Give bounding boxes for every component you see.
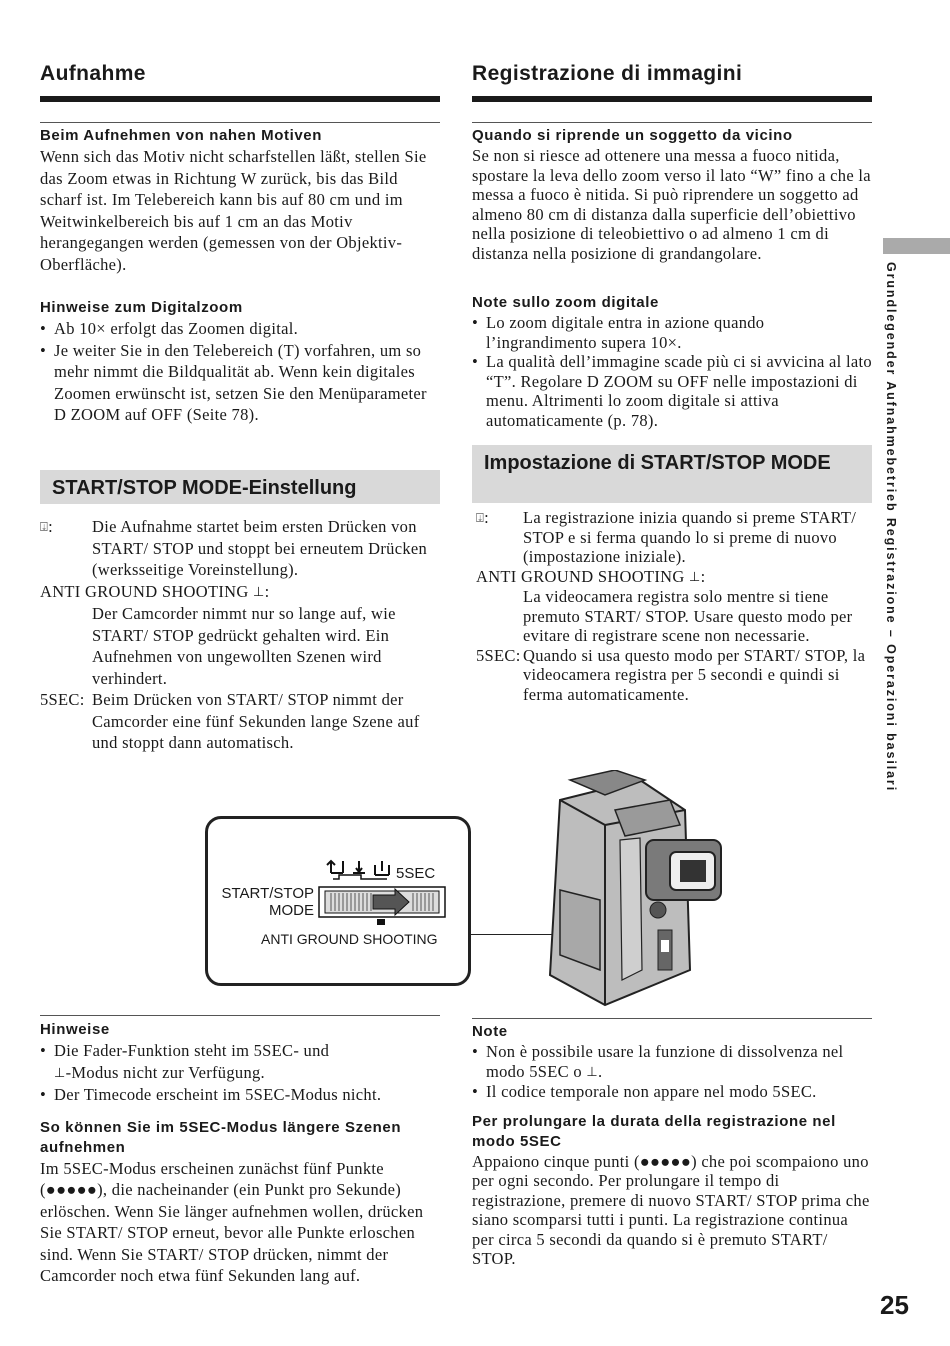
standby-mode-icon: ⍗ xyxy=(476,511,485,526)
list-item: • La qualità dell’immagine scade più ci si avvicina al lato “T”. Regolare D ZOOM su OFF nelle impostazioni di menu. Altrimenti lo zoom digitale si attiva automaticamente (p. 78). xyxy=(472,352,872,430)
notes-section xyxy=(472,1022,872,1269)
camcorder-illustration xyxy=(520,770,735,1010)
title-rule xyxy=(472,96,872,102)
standby-mode-icon: ⍗ xyxy=(40,520,49,535)
notes-section xyxy=(40,1020,440,1287)
divider xyxy=(472,122,872,123)
label-anti-ground: ANTI GROUND SHOOTING xyxy=(261,931,438,947)
list-item: • Der Timecode erscheint im 5SEC-Modus nicht. xyxy=(40,1085,382,1104)
anti-ground-shooting-icon: ⊥ xyxy=(253,584,265,600)
divider xyxy=(40,1015,440,1016)
anti-ground-shooting-icon: ⊥ xyxy=(54,1065,66,1081)
switch-label: START/STOP MODE xyxy=(221,885,314,919)
title-rule xyxy=(40,96,440,102)
closeup-text: Wenn sich das Motiv nicht scharfstellen läßt, stellen Sie das Zoom etwas in Richtung W zurück, bis das Bild scharf ist. Im Telebereich kann bis auf 80 cm und im Weitwinkelbereich bis auf 1 cm an das Motiv herangegangen werden (gemessen von der Objektiv-Oberfläche). xyxy=(40,147,427,274)
divider xyxy=(472,1018,872,1019)
extend-heading: So können Sie im 5SEC-Modus längere Szenen aufnehmen xyxy=(40,1118,402,1156)
anti-ground-shooting-icon: ⊥ xyxy=(689,569,701,585)
section-title: Registrazione di immagini xyxy=(472,62,743,85)
digitalzoom-heading: Hinweise zum Digitalzoom xyxy=(40,299,243,316)
digitalzoom-heading: Note sullo zoom digitale xyxy=(472,294,659,311)
notes-heading: Note xyxy=(472,1023,508,1040)
dots: ●●●●● xyxy=(45,1180,98,1199)
mode-list: ⍗: Die Aufnahme startet beim ersten Drücken von START/ STOP und stoppt bei erneutem Drücken (werksseitige Voreinstellung). ANTI GROUND SHOOTING ⊥: Der Camcorder nimmt nur so lange auf, wie START/ STOP gedrückt gehalten wird. Ein Aufnehmen von ungewollten Szenen wird verhindert. 5SEC: Beim Drücken von START/ STOP nimmt der Camcorder eine fünf Sekunden lange Szene auf und stoppt dann automatisch. xyxy=(40,516,440,754)
closeup-text: Se non si riesce ad ottenere una messa a fuoco nitida, spostare la leva dello zoom verso il lato “W” fino a che la messa a fuoco è nitida. Si può riprendere un soggetto ad almeno 80 cm di distanza dalla superficie dell’obiettivo nella posizione di teleobiettivo o ad almeno 1 cm di distanza nella posizione di grandangolare. xyxy=(472,146,871,263)
extend-text: Im 5SEC-Modus erscheinen zunächst fünf Punkte (●●●●●), die nacheinander (ein Punkt pro Sekunde) erlöschen. Wenn Sie länger aufnehmen wollen, drücken Sie START/ STOP erneut, bevor alle Punkte erloschen sind. Wenn Sie START/ STOP drücken, nimmt der Camcorder noch etwa fünf Sekunden lang auf. xyxy=(40,1158,424,1285)
closeup-section xyxy=(472,126,872,263)
mode-5sec: 5SEC: Beim Drücken von START/ STOP nimmt der Camcorder eine fünf Sekunden lange Szene auf und stoppt dann automatisch. xyxy=(40,690,420,752)
list-item: • Lo zoom digitale entra in azione quando l’ingrandimento supera 10×. xyxy=(472,313,765,352)
extend-heading: Per prolungare la durata della registrazione nel modo 5SEC xyxy=(472,1112,836,1150)
mode-standby: ⍗: La registrazione inizia quando si preme START/ STOP e si ferma quando lo si preme di nuovo (impostazione iniziale). xyxy=(476,508,857,566)
notes-heading: Hinweise xyxy=(40,1021,110,1038)
sidebar-tab xyxy=(883,238,950,254)
divider xyxy=(40,122,440,123)
anti-ground-shooting-icon: ⊥ xyxy=(586,1064,598,1080)
mode-switch-diagram xyxy=(205,816,471,986)
sidebar-label: Grundlegender Aufnahmebetrieb Registrazione – Operazioni basilari xyxy=(884,262,898,793)
list-item: • Je weiter Sie in den Telebereich (T) vorfahren, um so mehr nimmt die Bildqualität ab. Wenn kein digitales Zoomen erwünscht ist, setzen Sie den Menüparameter D ZOOM auf OFF (Seite 78). xyxy=(40,340,427,424)
extend-text: Appaiono cinque punti (●●●●●) che poi scompaiono uno per ogni secondo. Per prolungare il tempo di registrazione, premere di nuovo START/ STOP prima che siano scomparsi tutti i punti. La registrazione continua per circa 5 secondi da quando si è premuto START/ STOP. xyxy=(472,1151,870,1268)
mode-heading: Impostazione di START/STOP MODE xyxy=(472,445,872,503)
digitalzoom-section xyxy=(472,293,872,430)
list-item: • Non è possibile usare la funzione di dissolvenza nel modo 5SEC o ⊥. xyxy=(472,1042,844,1081)
label-5sec: 5SEC xyxy=(396,865,436,882)
mode-standby: ⍗: Die Aufnahme startet beim ersten Drücken von START/ STOP und stoppt bei erneutem Drücken (werksseitige Voreinstellung). xyxy=(40,517,428,579)
dots: ●●●●● xyxy=(639,1151,692,1171)
mode-anti-ground: ANTI GROUND SHOOTING ⊥: xyxy=(476,566,706,586)
page-number: 25 xyxy=(880,1290,909,1320)
section-title: Aufnahme xyxy=(40,62,146,85)
closeup-heading: Beim Aufnehmen von nahen Motiven xyxy=(40,127,322,144)
list-item: • Ab 10× erfolgt das Zoomen digital. xyxy=(40,319,299,338)
closeup-section xyxy=(40,126,440,275)
mode-switch-icon xyxy=(313,857,453,937)
list-item: • Die Fader-Funktion steht im 5SEC- und ⊥-Modus nicht zur Verfügung. xyxy=(40,1040,440,1084)
list-item: • Il codice temporale non appare nel modo 5SEC. xyxy=(472,1082,817,1101)
mode-anti-ground: ANTI GROUND SHOOTING ⊥: xyxy=(40,581,440,604)
mode-heading: START/STOP MODE-Einstellung xyxy=(40,470,440,504)
digitalzoom-section xyxy=(40,298,440,426)
mode-5sec: 5SEC: Quando si usa questo modo per START/ STOP, la videocamera registra per 5 secondi e quindi si ferma automaticamente. xyxy=(476,645,866,704)
closeup-heading: Quando si riprende un soggetto da vicino xyxy=(472,127,793,144)
mode-list: ⍗: La registrazione inizia quando si preme START/ STOP e si ferma quando lo si preme di nuovo (impostazione iniziale). ANTI GROUND SHOOTING ⊥: La videocamera registra solo mentre si tiene premuto START/ STOP. Usare questo modo per evitare di registrare scene non necessarie. 5SEC: Quando si usa questo modo per START/ STOP, la videocamera registra per 5 secondi e quindi si ferma automaticamente. xyxy=(476,508,872,704)
